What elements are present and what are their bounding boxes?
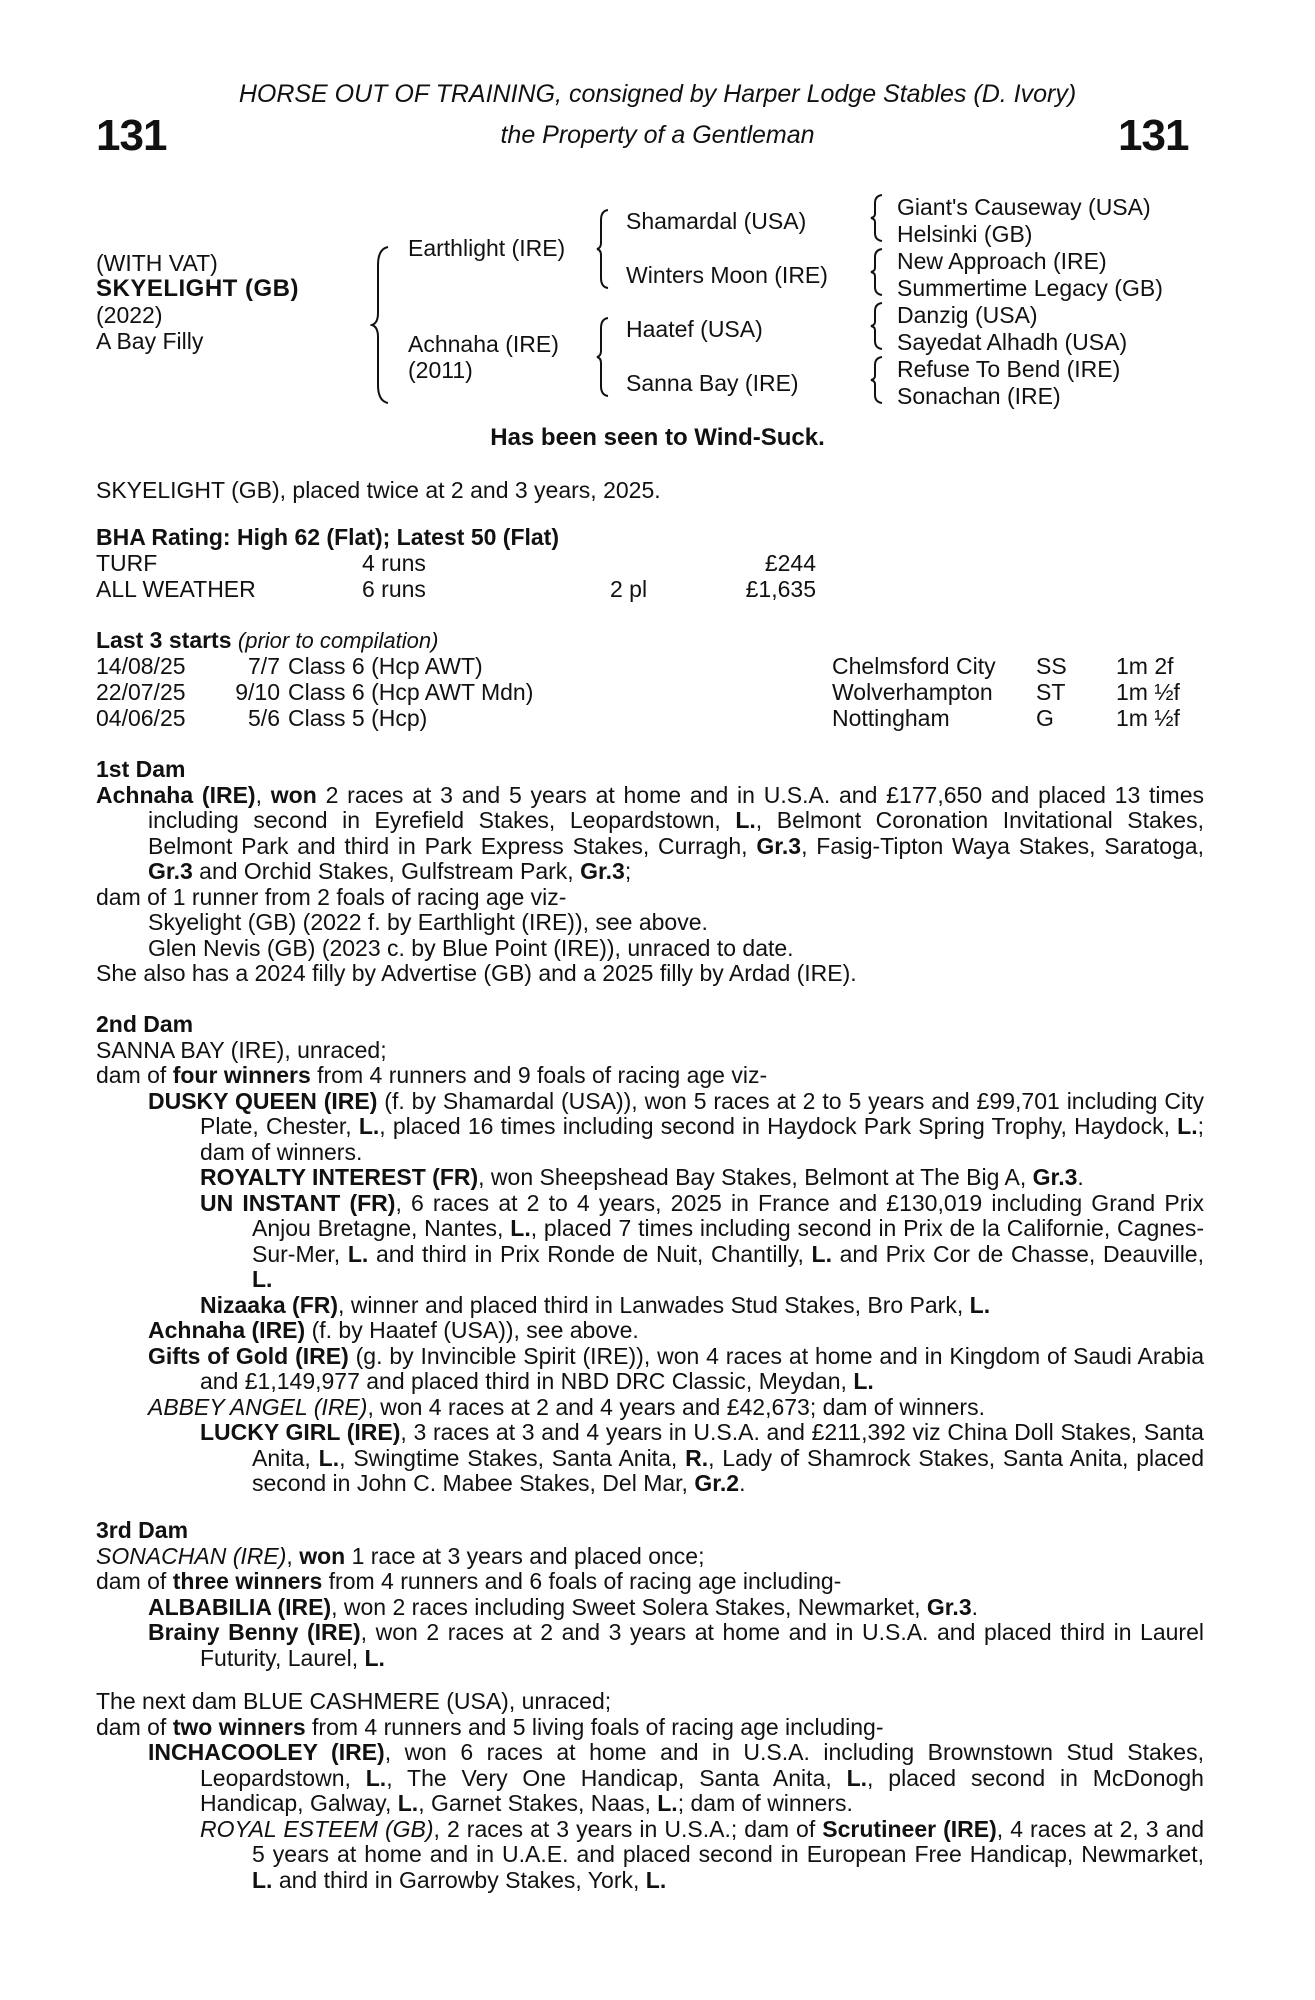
third-dam-section bbox=[96, 1518, 1204, 1671]
produce-brainy-benny bbox=[96, 1620, 1204, 1671]
text: dam of bbox=[96, 1568, 173, 1594]
produce-nizaaka bbox=[96, 1293, 1204, 1319]
listed-badge: L. bbox=[1177, 1113, 1198, 1139]
pedigree-dam-dam: Sanna Bay (IRE) bbox=[626, 370, 799, 396]
text: from 4 runners and 5 living foals of racing age including- bbox=[305, 1713, 884, 1740]
pedigree-g3-ancestor: Helsinki (GB) bbox=[897, 221, 1033, 247]
group-badge: Gr.3 bbox=[756, 832, 802, 859]
second-dam-intro: SANNA BAY (IRE), unraced; bbox=[96, 1036, 387, 1063]
start-race: Class 6 (Hcp AWT) bbox=[288, 653, 483, 679]
pedigree-brace-sire bbox=[596, 208, 610, 290]
start-distance: 1m ½f bbox=[1116, 705, 1180, 731]
rating-table bbox=[96, 551, 816, 603]
wind-suck-notice: Has been seen to Wind-Suck. bbox=[490, 424, 825, 451]
listed-badge: L. bbox=[645, 1866, 667, 1893]
produce-item: Glen Nevis (GB) (2023 c. by Blue Point (IRE)), unraced to date. bbox=[148, 934, 794, 961]
record-text: and third in Garrowby Stakes, York, bbox=[272, 1866, 646, 1893]
listed-badge: L. bbox=[364, 1644, 385, 1671]
record-text: , Belmont Coronation Invitational Stakes, Belmont Park and third in Park Express Stakes, Curragh, bbox=[148, 807, 1204, 859]
third-dam-heading: 3rd Dam bbox=[96, 1517, 189, 1543]
horse-name: ROYALTY INTEREST (FR) bbox=[200, 1164, 479, 1190]
first-dam-heading: 1st Dam bbox=[96, 756, 186, 782]
record-text: , 4 races at 2, 3 and 5 years at home and in U.A.E. and placed second in European Free Handicap, Newmarket, bbox=[252, 1815, 1205, 1867]
group-badge: Gr.2 bbox=[694, 1470, 740, 1496]
record-text: , won 6 races at home and in U.S.A. including Brownstown Stud Stakes, Leopardstown, bbox=[200, 1739, 1204, 1791]
record-text: , placed 7 times including second in Prix de la Californie, Cagnes-Sur-Mer, bbox=[252, 1215, 1204, 1267]
record-text: , 2 races at 3 years in U.S.A.; dam of bbox=[433, 1815, 823, 1842]
start-going: SS bbox=[1036, 653, 1067, 679]
pedigree-brace-g3-2 bbox=[870, 247, 884, 297]
start-going: G bbox=[1036, 705, 1054, 731]
listed-badge: L. bbox=[347, 1240, 369, 1267]
winners-count: three winners bbox=[172, 1568, 323, 1594]
group-badge: Gr.3 bbox=[926, 1593, 972, 1620]
produce-albabilia bbox=[96, 1595, 1204, 1621]
pedigree-brace-g3-3 bbox=[870, 301, 884, 351]
listed-badge: L. bbox=[846, 1764, 868, 1791]
vat-label: (WITH VAT) bbox=[96, 250, 218, 276]
next-dam-produce-summary bbox=[96, 1715, 1204, 1741]
listed-badge: L. bbox=[811, 1240, 832, 1267]
record-text: , 3 races at 3 and 4 years in U.S.A. and £211,392 viz China Doll Stakes, Santa Anita, bbox=[252, 1419, 1204, 1471]
second-dam-heading: 2nd Dam bbox=[96, 1011, 194, 1037]
produce-item: Skyelight (GB) (2022 f. by Earthlight (IRE)), see above. bbox=[148, 909, 708, 935]
listed-badge: L. bbox=[365, 1764, 387, 1791]
start-position: 5/6 bbox=[248, 705, 280, 731]
record-text: (f. by Haatef (USA)), see above. bbox=[305, 1317, 639, 1343]
start-position: 9/10 bbox=[235, 679, 280, 705]
listed-badge: L. bbox=[318, 1444, 340, 1471]
horse-name: ABBEY ANGEL (IRE) bbox=[148, 1393, 368, 1420]
horse-name: Achnaha (IRE) bbox=[148, 1317, 306, 1343]
next-dam-intro: The next dam BLUE CASHMERE (USA), unraced; bbox=[96, 1688, 612, 1714]
horse-name: LUCKY GIRL (IRE) bbox=[200, 1419, 401, 1445]
group-badge: Gr.3 bbox=[148, 858, 193, 884]
pedigree-g3-ancestor: Giant's Causeway (USA) bbox=[897, 194, 1151, 220]
horse-name: SKYELIGHT (GB) bbox=[96, 275, 299, 302]
record-text: and third in Prix Ronde de Nuit, Chantilly, bbox=[368, 1240, 812, 1267]
horse-name: Nizaaka (FR) bbox=[200, 1291, 339, 1318]
listed-badge: L. bbox=[397, 1790, 419, 1816]
last-starts-heading bbox=[96, 628, 1204, 654]
produce-inchacooley bbox=[96, 1740, 1204, 1817]
horse-name: ROYAL ESTEEM (GB) bbox=[200, 1815, 434, 1842]
start-row bbox=[96, 654, 1206, 680]
consignment-line: HORSE OUT OF TRAINING, consigned by Harper Lodge Stables (D. Ivory) bbox=[238, 80, 1077, 108]
pedigree-brace-main bbox=[370, 245, 392, 405]
subject-horse bbox=[96, 250, 299, 354]
property-line: the Property of a Gentleman bbox=[500, 121, 815, 149]
horse-description: A Bay Filly bbox=[96, 328, 204, 354]
pedigree-g3-ancestor: Sonachan (IRE) bbox=[897, 383, 1061, 409]
start-date: 14/08/25 bbox=[96, 653, 186, 679]
dam-name: SONACHAN (IRE) bbox=[96, 1542, 287, 1569]
second-dam-produce-summary bbox=[96, 1063, 1204, 1089]
horse-name: Gifts of Gold (IRE) bbox=[148, 1342, 349, 1369]
won-label: won bbox=[270, 781, 317, 808]
record-text: and Prix Cor de Chasse, Deauville, bbox=[831, 1240, 1204, 1267]
start-distance: 1m 2f bbox=[1116, 653, 1174, 679]
pedigree-brace-g3-4 bbox=[870, 355, 884, 405]
produce-royal-esteem bbox=[96, 1817, 1204, 1894]
text: dam of bbox=[96, 1062, 173, 1088]
rating-surface: TURF bbox=[96, 550, 158, 576]
pedigree-dam: Achnaha (IRE) bbox=[408, 331, 559, 357]
pedigree-g3-ancestor: Refuse To Bend (IRE) bbox=[897, 356, 1121, 382]
start-row bbox=[96, 706, 1206, 732]
last-starts-table bbox=[96, 654, 1206, 732]
horse-name: UN INSTANT (FR) bbox=[200, 1189, 396, 1216]
text: , bbox=[286, 1542, 300, 1569]
produce-royalty-interest bbox=[96, 1165, 1204, 1191]
listed-badge: L. bbox=[252, 1266, 273, 1292]
record-text: . bbox=[971, 1593, 979, 1620]
winners-count: two winners bbox=[172, 1713, 306, 1740]
second-dam-section bbox=[96, 1012, 1204, 1497]
record-text: , placed 16 times including second in Haydock Park Spring Trophy, Haydock, bbox=[379, 1113, 1178, 1139]
start-date: 04/06/25 bbox=[96, 705, 186, 731]
record-text: , won Sheepshead Bay Stakes, Belmont at The Big A, bbox=[478, 1164, 1033, 1190]
record-text: , 6 races at 2 to 4 years, 2025 in France and £130,019 including Grand Prix Anjou Bretagne, Nantes, bbox=[252, 1189, 1204, 1241]
record-text: . bbox=[739, 1470, 746, 1496]
produce-gifts-of-gold bbox=[96, 1344, 1204, 1395]
produce-dusky-queen bbox=[96, 1089, 1204, 1166]
record-text: , won 2 races including Sweet Solera Stakes, Newmarket, bbox=[331, 1593, 927, 1620]
pedigree-dam-year: (2011) bbox=[408, 357, 473, 383]
listed-badge: L. bbox=[735, 807, 756, 833]
lot-number-right: 131 bbox=[1118, 111, 1189, 160]
start-race: Class 5 (Hcp) bbox=[288, 705, 428, 731]
start-course: Chelmsford City bbox=[832, 653, 996, 679]
won-label: won bbox=[299, 1542, 346, 1569]
restricted-badge: R. bbox=[685, 1444, 709, 1471]
start-distance: 1m ½f bbox=[1116, 679, 1180, 705]
start-going: ST bbox=[1036, 679, 1066, 705]
pedigree-brace-g3-1 bbox=[870, 193, 884, 243]
start-course: Nottingham bbox=[832, 705, 950, 731]
start-course: Wolverhampton bbox=[832, 679, 993, 705]
next-dam-section bbox=[96, 1689, 1204, 1893]
rating-earnings: £244 bbox=[764, 550, 816, 576]
record-text: ; dam of winners. bbox=[677, 1790, 853, 1816]
group-badge: Gr.3 bbox=[580, 858, 625, 884]
pedigree-sire: Earthlight (IRE) bbox=[408, 235, 566, 261]
record-text: , winner and placed third in Lanwades Stud Stakes, Bro Park, bbox=[338, 1291, 970, 1318]
dam-name: Achnaha (IRE) bbox=[96, 781, 256, 808]
record-text: (f. by Shamardal (USA)), won 5 races at 2 to 5 years and £99,701 including City Plate, Chester, bbox=[200, 1087, 1205, 1139]
horse-name: ALBABILIA (IRE) bbox=[148, 1593, 332, 1620]
record-text: , The Very One Handicap, Santa Anita, bbox=[386, 1764, 847, 1791]
start-position: 7/7 bbox=[248, 653, 280, 679]
record-text: ; dam of winners. bbox=[200, 1113, 1205, 1165]
horse-name: Brainy Benny (IRE) bbox=[148, 1619, 361, 1645]
produce-lucky-girl bbox=[96, 1420, 1204, 1497]
produce-abbey-angel bbox=[96, 1395, 1204, 1421]
winners-count: four winners bbox=[172, 1062, 311, 1088]
pedigree-g3-ancestor: Summertime Legacy (GB) bbox=[897, 275, 1163, 301]
record-text: (g. by Invincible Spirit (IRE)), won 4 races at home and in Kingdom of Saudi Arabia and £1,149,977 and placed third in NBD DRC Classic, Meydan, bbox=[200, 1342, 1204, 1394]
last-starts-title: Last 3 starts bbox=[96, 627, 232, 653]
pedigree-g3-ancestor: Sayedat Alhadh (USA) bbox=[897, 329, 1128, 355]
rating-row-all-weather bbox=[96, 577, 816, 603]
listed-badge: L. bbox=[252, 1866, 273, 1893]
rating-runs: 6 runs bbox=[362, 576, 426, 602]
text: dam of bbox=[96, 1713, 173, 1740]
record-text: , Fasig-Tipton Waya Stakes, Saratoga, bbox=[801, 832, 1204, 859]
rating-row-turf bbox=[96, 551, 816, 577]
listed-badge: L. bbox=[358, 1113, 380, 1139]
pedigree-dam-sire: Haatef (USA) bbox=[626, 316, 763, 342]
record-text: , placed second in McDonogh Handicap, Galway, bbox=[200, 1764, 1204, 1816]
pedigree-g3-ancestor: Danzig (USA) bbox=[897, 302, 1038, 328]
listed-badge: L. bbox=[510, 1215, 531, 1241]
rating-placed: 2 pl bbox=[610, 576, 648, 602]
rating-surface: ALL WEATHER bbox=[96, 576, 256, 602]
listed-badge: L. bbox=[657, 1790, 678, 1816]
start-row bbox=[96, 680, 1206, 706]
pedigree-g3-ancestor: New Approach (IRE) bbox=[897, 248, 1107, 274]
text: from 4 runners and 9 foals of racing age viz- bbox=[310, 1062, 768, 1088]
produce-intro: dam of 1 runner from 2 foals of racing age viz- bbox=[96, 883, 567, 910]
horse-name: Scrutineer (IRE) bbox=[822, 1815, 997, 1842]
record-text: , won 2 races at 2 and 3 years at home and in U.S.A. and placed third in Laurel Futurity, Laurel, bbox=[200, 1619, 1204, 1671]
start-race: Class 6 (Hcp AWT Mdn) bbox=[288, 679, 534, 705]
start-date: 22/07/25 bbox=[96, 679, 186, 705]
lot-number-left: 131 bbox=[96, 111, 167, 160]
pedigree-brace-dam bbox=[596, 316, 610, 398]
record-text: , Swingtime Stakes, Santa Anita, bbox=[339, 1444, 686, 1471]
record-text: 2 races at 3 and 5 years at home and in U.S.A. and £177,650 and placed 13 times including second in Eyrefield Stakes, Leopardstown, bbox=[148, 781, 1204, 833]
first-dam-record: Achnaha (IRE), won 2 races at 3 and 5 years at home and in U.S.A. and £177,650 and placed 13 times including second in Eyrefield Stakes, Leopardstown, L., Belmont Coronation Invitational Stakes, Belmont Park and third in Park Express Stakes, Curragh, Gr.3, Fasig-Tipton Waya Stakes, Saratoga, Gr.3 and Orchid Stakes, Gulfstream Park, Gr.3; bbox=[96, 781, 1204, 884]
rating-runs: 4 runs bbox=[362, 550, 426, 576]
produce-achnaha bbox=[96, 1318, 1204, 1344]
last-starts-subtitle: (prior to compilation) bbox=[237, 628, 439, 653]
horse-name: DUSKY QUEEN (IRE) bbox=[148, 1087, 378, 1114]
text: from 4 runners and 6 foals of racing age including- bbox=[322, 1568, 842, 1594]
first-dam-section bbox=[96, 757, 1204, 987]
record-text: , Lady of Shamrock Stakes, Santa Anita, placed second in John C. Mabee Stakes, Del Mar, bbox=[252, 1444, 1204, 1496]
record-text: , won 4 races at 2 and 4 years and £42,673; dam of winners. bbox=[367, 1393, 985, 1420]
rating-earnings: £1,635 bbox=[745, 576, 816, 602]
produce-un-instant bbox=[96, 1191, 1204, 1293]
pedigree-sire-dam: Winters Moon (IRE) bbox=[626, 262, 828, 288]
record-text: ; bbox=[624, 858, 632, 884]
listed-badge: L. bbox=[853, 1368, 874, 1394]
also-has-note: She also has a 2024 filly by Advertise (GB) and a 2025 filly by Ardad (IRE). bbox=[96, 960, 857, 986]
group-badge: Gr.3 bbox=[1032, 1164, 1078, 1190]
record-text: , Garnet Stakes, Naas, bbox=[418, 1790, 658, 1816]
record-text: . bbox=[1077, 1164, 1084, 1190]
third-dam-intro bbox=[96, 1544, 1204, 1570]
bha-rating-title: BHA Rating: High 62 (Flat); Latest 50 (Flat) bbox=[96, 524, 559, 550]
record-text: and Orchid Stakes, Gulfstream Park, bbox=[192, 858, 581, 884]
pedigree-sire-sire: Shamardal (USA) bbox=[626, 208, 807, 234]
third-dam-produce-summary bbox=[96, 1569, 1204, 1595]
text: 1 race at 3 years and placed once; bbox=[345, 1542, 705, 1569]
horse-year: (2022) bbox=[96, 302, 163, 328]
race-summary: SKYELIGHT (GB), placed twice at 2 and 3 years, 2025. bbox=[96, 477, 661, 503]
listed-badge: L. bbox=[969, 1291, 991, 1318]
horse-name: INCHACOOLEY (IRE) bbox=[148, 1739, 385, 1765]
